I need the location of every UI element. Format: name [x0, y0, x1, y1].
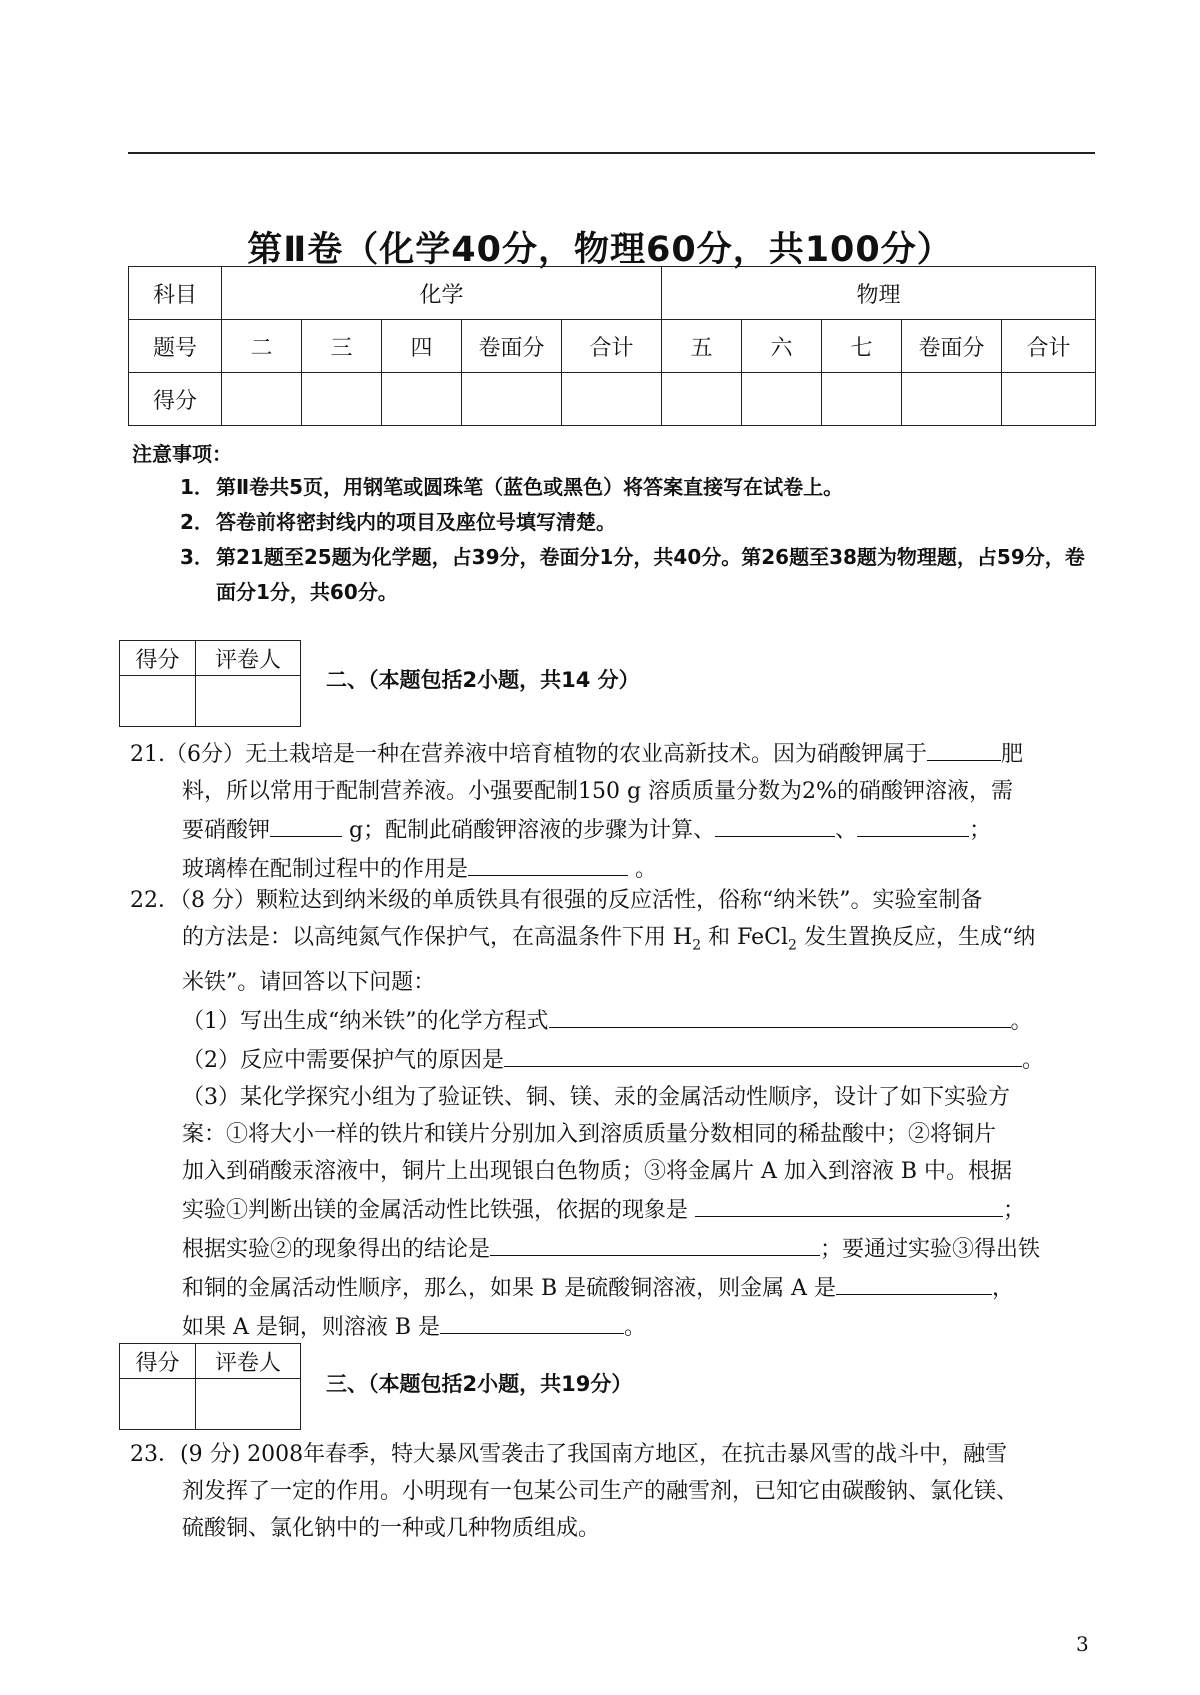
subscript: 2 [788, 937, 797, 954]
score-table-cell: 化学 [222, 267, 662, 320]
score-entry-cell[interactable] [662, 373, 742, 426]
header-rule [128, 152, 1095, 154]
question-text: 。 [624, 1315, 647, 1341]
score-entry-cell[interactable] [302, 373, 382, 426]
notice-item-number: 3． [180, 545, 214, 569]
question-text: 玻璃棒在配制过程中的作用是 [182, 857, 469, 882]
score-entry-cell[interactable] [562, 373, 662, 426]
score-table-cell: 合计 [562, 320, 662, 373]
question-text: 肥 [1001, 742, 1024, 767]
question-text: ； [1003, 1198, 1026, 1224]
section-heading: 二、（本题包括2小题，共14 分） [326, 668, 640, 692]
score-entry-cell[interactable] [462, 373, 562, 426]
score-table-cell: 六 [742, 320, 822, 373]
grader-name-field[interactable] [196, 1379, 301, 1430]
question-text: ； [969, 818, 992, 843]
question-text: 23．(9 分) 2008年春季，特大暴风雪袭击了我国南方地区，在抗击暴风雪的战斗中，融雪 [130, 1442, 1008, 1467]
score-table [128, 266, 1096, 426]
question-text: 。 [1022, 1048, 1045, 1074]
question-text: 要硝酸钾 [182, 818, 271, 843]
score-table-cell: 得分 [129, 373, 222, 426]
question-21 [130, 734, 1100, 888]
notice-item-text: 答卷前将密封线内的项目及座位号填写清楚。 [216, 510, 616, 534]
question-text: 。 [1010, 1009, 1033, 1035]
notice-heading: 注意事项： [132, 442, 232, 466]
question-text: 剂发挥了一定的作用。小明现有一包某公司生产的融雪剂，已知它由碳酸钠、氯化镁、 [182, 1479, 1019, 1504]
grader-score-field[interactable] [120, 1379, 196, 1430]
question-22 [130, 882, 1100, 1346]
score-table-cell: 卷面分 [902, 320, 1002, 373]
notice-item [180, 540, 1100, 610]
notice-item-number: 1． [180, 475, 214, 499]
score-table-cell: 卷面分 [462, 320, 562, 373]
question-text: 料，所以常用于配制营养液。小强要配制150 g 溶质质量分数为2%的硝酸钾溶液，需 [182, 779, 1013, 804]
answer-blank[interactable] [270, 810, 342, 837]
question-text: ， [992, 1276, 1015, 1302]
question-text: （2）反应中需要保护气的原因是 [182, 1048, 504, 1074]
question-text: 如果 A 是铜，则溶液 B 是 [182, 1315, 441, 1341]
question-text: 和铜的金属活动性顺序，那么，如果 B 是硫酸铜溶液，则金属 A 是 [182, 1276, 837, 1302]
grader-box [119, 640, 301, 727]
grader-box [119, 1343, 301, 1430]
page-number: 3 [1076, 1632, 1089, 1656]
score-table-cell: 物理 [662, 267, 1096, 320]
grader-name-field[interactable] [196, 676, 301, 727]
notice-item [180, 505, 1100, 540]
score-entry-cell[interactable] [1002, 373, 1096, 426]
score-table-cell: 合计 [1002, 320, 1096, 373]
question-text: ；要通过实验③得出铁 [820, 1237, 1041, 1263]
question-text: 21.（6分）无土栽培是一种在营养液中培育植物的农业高新技术。因为硝酸钾属于 [130, 742, 927, 767]
question-text: 硫酸铜、氯化钠中的一种或几种物质组成。 [182, 1516, 601, 1541]
answer-blank[interactable] [490, 1229, 820, 1256]
question-text: 、 [835, 818, 858, 843]
section-heading: 三、（本题包括2小题，共19分） [326, 1372, 633, 1396]
answer-blank[interactable] [440, 1307, 624, 1334]
question-text: 案：①将大小一样的铁片和镁片分别加入到溶质质量分数相同的稀盐酸中；②将铜片 [182, 1122, 997, 1148]
score-table-cell: 题号 [129, 320, 222, 373]
question-text: 加入到硝酸汞溶液中，铜片上出现银白色物质；③将金属片 A 加入到溶液 B 中。根据 [182, 1159, 1013, 1185]
notice-item [180, 470, 1100, 505]
answer-blank[interactable] [836, 1268, 992, 1295]
question-text: 22．（8 分）颗粒达到纳米级的单质铁具有很强的反应活性，俗称“纳米铁”。实验室制备 [130, 888, 983, 913]
answer-blank[interactable] [927, 734, 1001, 761]
answer-blank[interactable] [695, 1190, 1003, 1217]
score-entry-cell[interactable] [822, 373, 902, 426]
grader-box-grader-label: 评卷人 [196, 641, 301, 676]
question-text: 的方法是：以高纯氮气作保护气，在高温条件下用 H [182, 925, 693, 950]
question-text: 发生置换反应，生成“纳 [796, 925, 1036, 950]
grader-score-field[interactable] [120, 676, 196, 727]
notice-item-number: 2． [180, 510, 214, 534]
score-entry-cell[interactable] [742, 373, 822, 426]
score-table-cell: 三 [302, 320, 382, 373]
question-text: 和 FeCl [701, 925, 789, 950]
answer-blank[interactable] [468, 849, 628, 876]
answer-blank[interactable] [857, 810, 969, 837]
answer-blank[interactable] [549, 1001, 1011, 1028]
answer-blank[interactable] [504, 1040, 1022, 1067]
notice-item-text: 第Ⅱ卷共5页，用钢笔或圆珠笔（蓝色或黑色）将答案直接写在试卷上。 [216, 475, 844, 499]
notice-list [180, 470, 1100, 610]
question-text: （1）写出生成“纳米铁”的化学方程式 [182, 1009, 549, 1035]
subscript: 2 [692, 937, 702, 954]
paper-title: 第Ⅱ卷（化学40分，物理60分，共100分） [247, 230, 953, 270]
score-table-cell: 四 [382, 320, 462, 373]
score-entry-cell[interactable] [902, 373, 1002, 426]
score-entry-cell[interactable] [222, 373, 302, 426]
question-text: g；配制此硝酸钾溶液的步骤为计算、 [342, 818, 716, 843]
answer-blank[interactable] [715, 810, 835, 837]
score-entry-cell[interactable] [382, 373, 462, 426]
score-table-cell: 五 [662, 320, 742, 373]
question-23 [130, 1436, 1100, 1547]
question-text: 根据实验②的现象得出的结论是 [182, 1237, 491, 1263]
question-text: （3）某化学探究小组为了验证铁、铜、镁、汞的金属活动性顺序，设计了如下实验方 [182, 1085, 1010, 1111]
grader-box-score-label: 得分 [120, 1344, 196, 1379]
score-table-cell: 科目 [129, 267, 222, 320]
question-text: 米铁”。请回答以下问题： [182, 970, 436, 996]
question-text: 。 [628, 857, 658, 882]
score-table-cell: 二 [222, 320, 302, 373]
grader-box-grader-label: 评卷人 [196, 1344, 301, 1379]
notice-item-text: 第21题至25题为化学题，占39分，卷面分1分，共40分。第26题至38题为物理题，占59分，卷面分1分，共60分。 [216, 545, 1085, 604]
grader-box-score-label: 得分 [120, 641, 196, 676]
score-table-cell: 七 [822, 320, 902, 373]
question-text: 实验①判断出镁的金属活动性比铁强，依据的现象是 [182, 1198, 695, 1224]
